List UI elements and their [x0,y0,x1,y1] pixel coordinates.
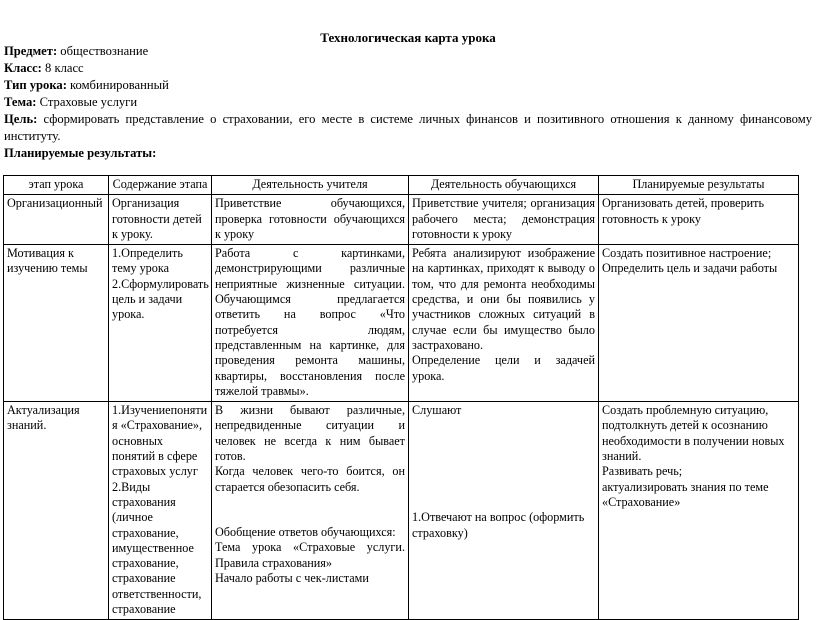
lesson-type-line [4,77,812,94]
goal-line [4,111,812,145]
class-line [4,60,812,77]
document-title: Технологическая карта урока [320,30,496,45]
cell-text: Приветствие обучающихся, проверка готовности обучающихся к уроку [215,196,405,241]
spacer [412,418,595,510]
topic-line [4,94,812,111]
cell-text: Определить цель и задачи работы [602,261,778,276]
teacher-cell [212,195,409,245]
cell-text: Организация готовности детей к уроку. [112,196,202,241]
cell-text: актуализировать знания по теме «Страхование» [602,479,769,509]
lesson-type-value: комбинированный [66,78,169,92]
results-cell [599,402,799,620]
planned-results-label: Планируемые результаты: [4,146,157,160]
topic-value: Страховые услуги [36,95,138,109]
cell-text: Определение цели и задачей урока. [412,353,595,383]
lesson-type-label: Тип урока: [4,78,67,92]
cell-text: Обобщение ответов обучающихся: [215,524,396,539]
cell-text: Начало работы с чек-листами [215,570,369,585]
lesson-meta [4,43,812,162]
lesson-plan-table [3,175,799,620]
teacher-cell [212,402,409,620]
planned-results-heading [4,145,812,162]
table-row [4,402,799,620]
cell-text: В жизни бывают различные, непредвиденные ситуации и человек не всегда к ним бывает готов. [215,403,405,464]
teacher-cell [212,245,409,402]
header-results: Планируемые результаты [599,176,799,195]
cell-text: Развивать речь; [602,464,683,479]
cell-text: Создать позитивное настроение; [602,246,772,261]
cell-text: 1.Определить тему урока [112,246,183,276]
goal-label: Цель: [4,112,38,126]
results-cell [599,195,799,245]
cell-text: Тема урока «Страховые услуги. Правила страхования» [215,540,405,570]
class-value: 8 класс [41,61,84,75]
cell-text: 2.Виды страхования (личное страхование, имущественное страхование, страхование ответственности, страхование [112,479,202,617]
header-content: Содержание этапа [109,176,212,195]
cell-text: 2.Сформулировать цель и задачи урока. [112,276,209,322]
stage-cell: Организационный [4,195,109,245]
cell-text: Работа с картинками, демонстрирующими различные неприятные жизненные ситуации. Обучающимся предлагается ответить на вопрос «Что потребуется людям, представленным на картинке, для проведения ремонта машины, квартиры, восстановления после тяжелой травмы». [215,246,405,398]
cell-text: Организовать детей, проверить готовность к уроку [602,196,765,226]
cell-text: Слушают [412,403,462,418]
students-cell [409,402,599,620]
class-label: Класс: [4,61,42,75]
table-row [4,195,799,245]
stage-cell: Актуализация знаний. [4,402,109,620]
spacer [215,495,405,525]
subject-value: обществознание [57,44,149,58]
stage-cell: Мотивация к изучению темы [4,245,109,402]
content-cell [109,402,212,620]
cell-text: 1.Изучениепоняти я «Страхование», основных понятий в сфере страховых услуг [112,403,208,479]
header-students: Деятельность обучающихся [409,176,599,195]
results-cell [599,245,799,402]
cell-text: Создать проблемную ситуацию, подтолкнуть детей к осознанию необходимости в получении новых знаний. [602,403,785,464]
cell-text: 1.Отвечают на вопрос (оформить страховку) [412,510,585,540]
table-row [4,245,799,402]
students-cell [409,195,599,245]
students-cell [409,245,599,402]
cell-text: Ребята анализируют изображение на картинках, приходят к выводу о том, что для ремонта необходимы средства, и они бы появились у участников сложных ситуаций в случае если бы имущество было застраховано. [412,246,595,352]
header-teacher: Деятельность учителя [212,176,409,195]
header-stage: этап урока [4,176,109,195]
goal-value: сформировать представление о страховании, его месте в системе личных финансов и позитивного отношения к данному финансовому институту. [4,112,812,143]
content-cell [109,195,212,245]
subject-line [4,43,812,60]
cell-text: Приветствие учителя; организация рабочего места; демонстрация готовности к уроку [412,196,595,241]
subject-label: Предмет: [4,44,58,58]
content-cell [109,245,212,402]
table-header-row [4,176,799,195]
cell-text: Когда человек чего-то боится, он старается обезопасить себя. [215,464,405,494]
topic-label: Тема: [4,95,37,109]
